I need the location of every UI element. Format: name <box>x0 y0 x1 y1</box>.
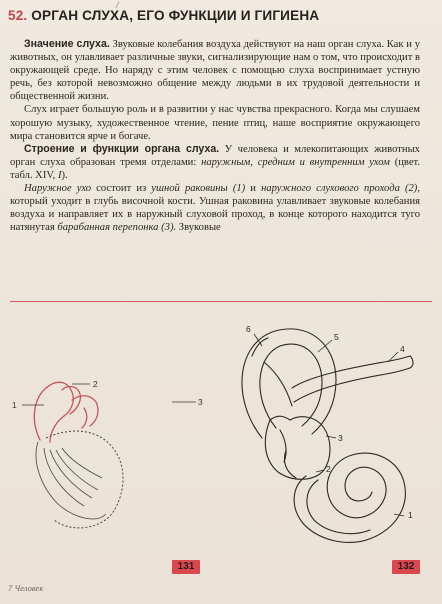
outer-ear-drawing <box>34 382 98 442</box>
section-title: ОРГАН СЛУХА, ЕГО ФУНКЦИИ И ГИГИЕНА <box>31 8 320 23</box>
paragraph-beauty: Слух играет большую роль и в развитии у нас чувства прекрасного. Когда мы слушаем хорошую музыку, художественное чтение, пение птиц, наше восприятие окружающего мира становится ярче и богаче. <box>10 104 420 142</box>
subheading-hearing-importance: Значение слуха. <box>24 38 110 50</box>
ear-figure <box>0 310 442 580</box>
footer-signature: 7 Человек <box>8 583 44 593</box>
left-label-3: 3 <box>198 397 203 407</box>
right-label-6: 6 <box>246 324 251 334</box>
right-label-4: 4 <box>400 344 405 354</box>
right-label-5: 5 <box>334 332 339 342</box>
section-number: 52. <box>8 8 28 23</box>
right-label-3: 3 <box>338 433 343 443</box>
left-label-1: 1 <box>12 400 17 410</box>
paragraph-text: Звуковые колебания воздуха действуют на наш орган слуха. Как и у животных, он улавливает различные звуки, сигнализирующие нам о том, что происходит в окружающей среде. Но наряду с этим человек с помощью слуха воспринимает устную речь, без которой невозможно общение между людьми в их трудовой деятельности и общественной жизни. <box>10 39 420 103</box>
right-label-1: 1 <box>408 510 413 520</box>
pencil-mark: / <box>116 0 119 10</box>
page-number-left: 131 <box>172 560 200 574</box>
ear-parts: наружным, средним и внутренним ухом <box>201 156 390 168</box>
left-label-2: 2 <box>93 379 98 389</box>
body-text <box>10 38 420 234</box>
page-number-right: 132 <box>392 560 420 574</box>
subheading-structure: Строение и функции органа слуха. <box>24 142 220 155</box>
right-leader-lines <box>254 334 404 516</box>
outer-ear-canal <box>46 431 123 528</box>
inner-ear-drawing <box>242 329 413 542</box>
outer-ear-lobe <box>36 442 106 519</box>
table-ref: I <box>57 169 62 181</box>
ear-illustration <box>0 310 442 580</box>
page-heading <box>8 8 438 23</box>
paragraph-outer-ear: Наружное ухо состоит из ушной раковины (1) и наружного слухового прохода (2), который уходит в глубь височной кости. Ушная раковина улавливает звуковые колебания воздуха и направляет их в наружный слуховой проход, в конце которого находится туго натянутая барабанная перепонка (3). Звуковые <box>10 183 420 234</box>
paragraph-hearing-importance <box>10 38 420 103</box>
paragraph-structure: Строение и функции органа слуха. У человека и млекопитающих животных орган слуха образован тремя отделами: наружным, средним и внутренним ухом (цвет. табл. XIV, I). <box>10 142 421 181</box>
right-label-2: 2 <box>326 464 331 474</box>
divider-line <box>10 301 432 302</box>
